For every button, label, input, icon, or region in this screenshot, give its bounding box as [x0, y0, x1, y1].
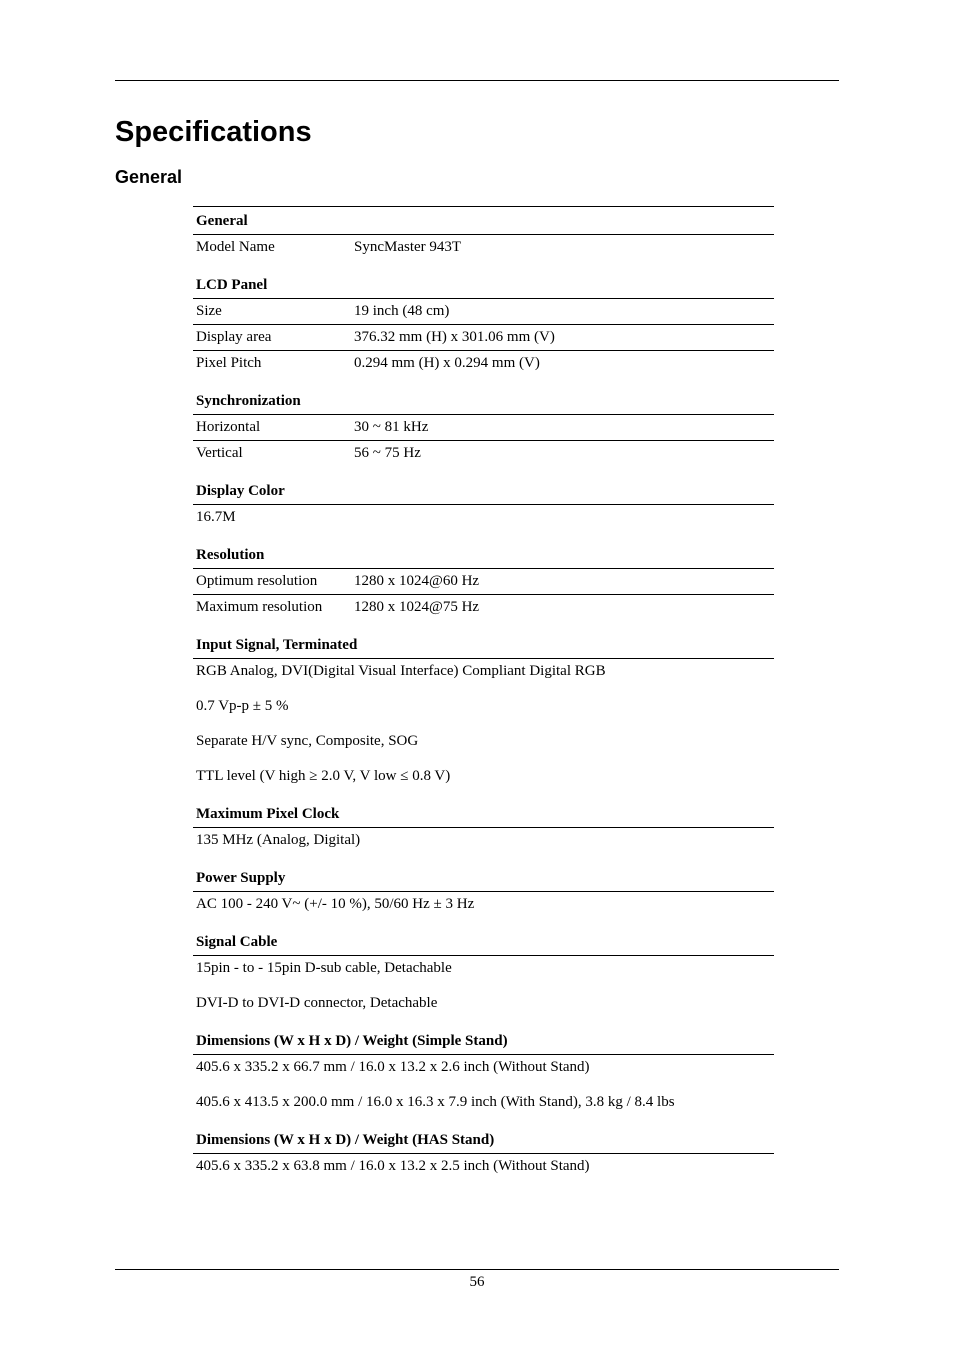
spec-text: RGB Analog, DVI(Digital Visual Interface) Compliant Digital RGB	[193, 658, 774, 684]
spec-text: 135 MHz (Analog, Digital)	[193, 827, 774, 853]
spec-row	[193, 440, 774, 466]
spec-group	[193, 277, 774, 376]
page-title: Specifications	[115, 116, 312, 148]
spec-text: 15pin - to - 15pin D-sub cable, Detachable	[193, 955, 774, 981]
spec-group	[193, 806, 774, 853]
spec-group	[193, 547, 774, 620]
spec-group	[193, 393, 774, 466]
spec-text: 0.7 Vp-p ± 5 %	[196, 698, 289, 714]
spec-group-heading: Display Color	[196, 483, 285, 499]
spec-text: 405.6 x 335.2 x 63.8 mm / 16.0 x 13.2 x 2.5 inch (Without Stand)	[193, 1153, 774, 1179]
spec-group	[193, 206, 774, 260]
spec-row	[193, 350, 774, 376]
spec-value: 56 ~ 75 Hz	[354, 445, 421, 461]
spec-value: SyncMaster 943T	[354, 239, 462, 255]
spec-text: TTL level (V high ≥ 2.0 V, V low ≤ 0.8 V)	[196, 768, 451, 784]
spec-group-heading: Input Signal, Terminated	[196, 637, 358, 653]
spec-group	[193, 637, 774, 789]
spec-group	[193, 483, 774, 530]
spec-label: Model Name	[196, 239, 275, 255]
spec-group-heading: General	[193, 206, 774, 234]
spec-group-heading: Dimensions (W x H x D) / Weight (Simple Stand)	[196, 1033, 508, 1049]
spec-group-heading: Power Supply	[196, 870, 286, 886]
spec-row	[193, 298, 774, 324]
spec-group-heading: Resolution	[196, 547, 265, 563]
spec-text: 16.7M	[193, 504, 774, 530]
section-title: General	[115, 167, 183, 187]
footer-rule	[115, 1269, 839, 1270]
spec-text: Separate H/V sync, Composite, SOG	[196, 733, 419, 749]
spec-table	[193, 206, 774, 1179]
spec-group-heading: Signal Cable	[196, 934, 278, 950]
spec-group	[193, 1132, 774, 1179]
spec-text: 405.6 x 335.2 x 66.7 mm / 16.0 x 13.2 x 2.6 inch (Without Stand)	[193, 1054, 774, 1080]
spec-text: 405.6 x 413.5 x 200.0 mm / 16.0 x 16.3 x 7.9 inch (With Stand), 3.8 kg / 8.4 lbs	[196, 1094, 675, 1110]
spec-row	[193, 568, 774, 594]
spec-group	[193, 934, 774, 1016]
spec-group-heading: LCD Panel	[196, 277, 268, 293]
spec-label: Vertical	[196, 445, 243, 461]
spec-label: Optimum resolution	[196, 573, 318, 589]
spec-label: Size	[196, 303, 222, 319]
spec-group-heading: Synchronization	[196, 393, 301, 409]
spec-group-heading: Maximum Pixel Clock	[196, 806, 340, 822]
spec-label: Horizontal	[196, 419, 261, 435]
spec-value: 30 ~ 81 kHz	[354, 419, 429, 435]
spec-label: Maximum resolution	[196, 599, 323, 615]
spec-row	[193, 234, 774, 260]
spec-group	[193, 1033, 774, 1115]
spec-value: 1280 x 1024@60 Hz	[354, 573, 480, 589]
spec-group-heading: Dimensions (W x H x D) / Weight (HAS Stand)	[196, 1132, 495, 1148]
spec-row	[193, 594, 774, 620]
spec-value: 1280 x 1024@75 Hz	[354, 599, 480, 615]
spec-label: Pixel Pitch	[196, 355, 262, 371]
spec-value: 376.32 mm (H) x 301.06 mm (V)	[354, 329, 555, 345]
spec-label: Display area	[196, 329, 272, 345]
spec-value: 0.294 mm (H) x 0.294 mm (V)	[354, 355, 540, 371]
page-number: 56	[469, 1274, 485, 1290]
spec-row	[193, 324, 774, 350]
header-rule	[115, 80, 839, 81]
spec-group	[193, 870, 774, 917]
spec-text: DVI-D to DVI-D connector, Detachable	[196, 995, 438, 1011]
spec-row	[193, 414, 774, 440]
spec-value: 19 inch (48 cm)	[354, 303, 450, 319]
spec-text: AC 100 - 240 V~ (+/- 10 %), 50/60 Hz ± 3 Hz	[193, 891, 774, 917]
